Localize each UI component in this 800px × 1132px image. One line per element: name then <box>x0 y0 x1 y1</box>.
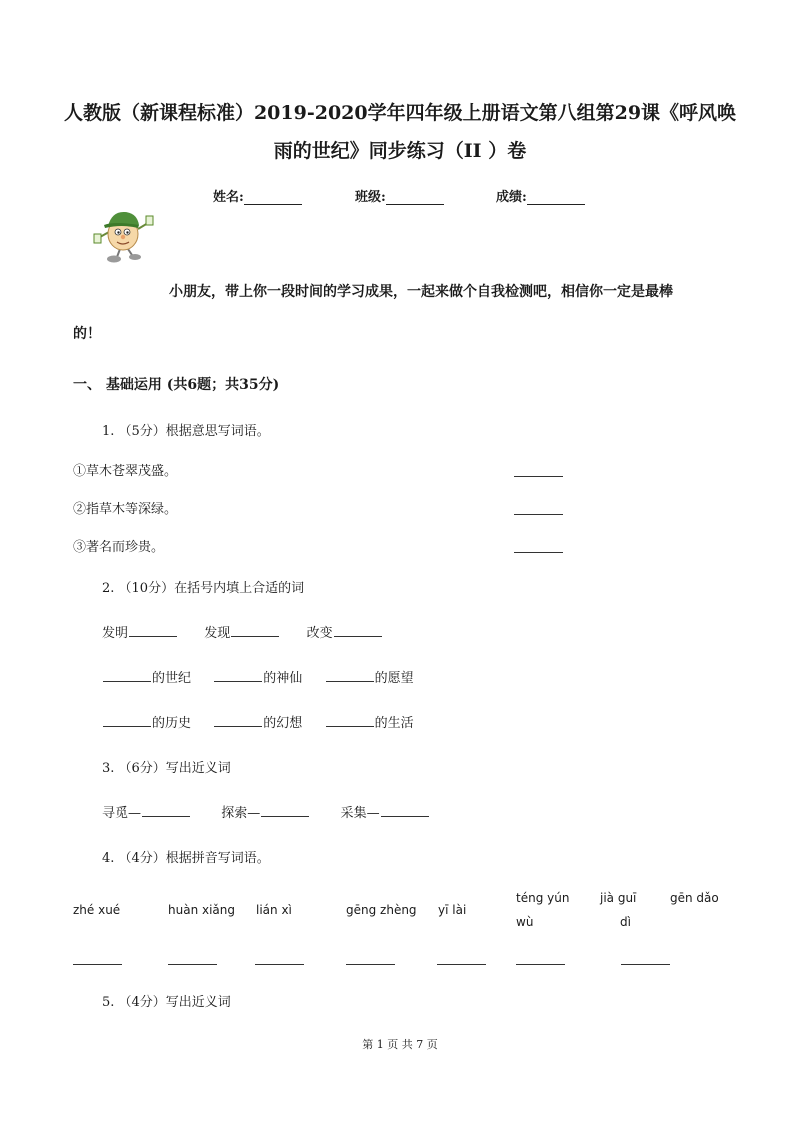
question-2-row-2 <box>102 667 414 686</box>
pinyin-3: lián xì <box>256 903 292 917</box>
class-label: 班级: <box>355 190 386 205</box>
question-2-label: 2. （10分）在括号内填上合适的词 <box>102 581 305 596</box>
pinyin-6b: wù <box>516 915 534 929</box>
score-blank[interactable] <box>527 190 585 205</box>
question-2-word: 发现 <box>204 626 231 641</box>
question-2-word: 的幻想 <box>263 716 303 731</box>
question-4-answer-blank-3[interactable] <box>255 964 304 965</box>
intro-line-2: 的！ <box>73 326 101 342</box>
question-3-word: 寻觅— <box>102 806 142 821</box>
answer-blank[interactable] <box>214 669 262 682</box>
question-1-answer-blank-3[interactable] <box>514 552 563 553</box>
question-3-label: 3. （6分）写出近义词 <box>102 761 231 776</box>
question-4-answer-blank-2[interactable] <box>168 964 217 965</box>
answer-blank[interactable] <box>381 804 429 817</box>
pinyin-2: huàn xiǎng <box>168 903 235 917</box>
question-4-answer-blank-5[interactable] <box>437 964 486 965</box>
question-4-answer-blank-7[interactable] <box>621 964 670 965</box>
question-2-word: 的世纪 <box>152 671 192 686</box>
answer-blank[interactable] <box>334 624 382 637</box>
name-label: 姓名: <box>213 190 244 205</box>
pinyin-7a: jià guī <box>600 891 637 905</box>
question-4-answer-blank-1[interactable] <box>73 964 122 965</box>
answer-blank[interactable] <box>261 804 309 817</box>
question-2-word: 的愿望 <box>374 671 414 686</box>
answer-blank[interactable] <box>103 669 151 682</box>
question-2-word: 改变 <box>306 626 333 641</box>
section-1-title: 一、 基础运用 (共6题；共35分) <box>73 377 280 393</box>
question-1-item-1: ①草木苍翠茂盛。 <box>73 464 178 479</box>
answer-blank[interactable] <box>129 624 177 637</box>
question-3-word: 采集— <box>340 806 380 821</box>
page-title-line-2: 雨的世纪》同步练习（II ）卷 <box>273 140 527 162</box>
pinyin-4: gēng zhèng <box>346 903 417 917</box>
question-1-answer-blank-2[interactable] <box>514 514 563 515</box>
pinyin-1: zhé xué <box>73 903 121 917</box>
question-2-row-3 <box>102 712 414 731</box>
class-blank[interactable] <box>386 190 444 205</box>
question-4-label: 4. （4分）根据拼音写词语。 <box>102 851 270 866</box>
score-label: 成绩: <box>496 190 527 205</box>
pinyin-5: yī lài <box>438 903 467 917</box>
name-blank[interactable] <box>244 190 302 205</box>
intro-line-1: 小朋友，带上你一段时间的学习成果，一起来做个自我检测吧，相信你一定是最棒 <box>169 284 673 300</box>
mascot-cartoon-icon <box>92 205 158 265</box>
answer-blank[interactable] <box>142 804 190 817</box>
page-title-line-1: 人教版（新课程标准）2019-2020学年四年级上册语文第八组第29课《呼风唤 <box>63 102 737 124</box>
answer-blank[interactable] <box>214 714 262 727</box>
question-3-row <box>102 802 430 821</box>
question-2-word: 发明 <box>102 626 129 641</box>
question-3-word: 探索— <box>221 806 261 821</box>
question-2-word: 的生活 <box>374 716 414 731</box>
answer-blank[interactable] <box>103 714 151 727</box>
question-2-word: 的神仙 <box>263 671 303 686</box>
pinyin-7c: dì <box>620 915 631 929</box>
question-4-answer-blank-4[interactable] <box>346 964 395 965</box>
name-field <box>213 186 302 205</box>
score-field <box>496 186 585 205</box>
question-1-item-2: ②指草木等深绿。 <box>73 502 178 517</box>
page-footer: 第 1 页 共 7 页 <box>362 1038 438 1051</box>
question-2-word: 的历史 <box>152 716 192 731</box>
pinyin-6a: téng yún <box>516 891 570 905</box>
question-4-answer-blank-6[interactable] <box>516 964 565 965</box>
class-field <box>355 186 444 205</box>
answer-blank[interactable] <box>231 624 279 637</box>
pinyin-7b: gēn dǎo <box>670 891 719 905</box>
question-1-answer-blank-1[interactable] <box>514 476 563 477</box>
question-1-item-3: ③著名而珍贵。 <box>73 540 165 555</box>
answer-blank[interactable] <box>326 714 374 727</box>
question-5-label: 5. （4分）写出近义词 <box>102 995 231 1010</box>
question-2-row-1 <box>102 622 383 641</box>
answer-blank[interactable] <box>326 669 374 682</box>
question-1-label: 1. （5分）根据意思写词语。 <box>102 424 270 439</box>
